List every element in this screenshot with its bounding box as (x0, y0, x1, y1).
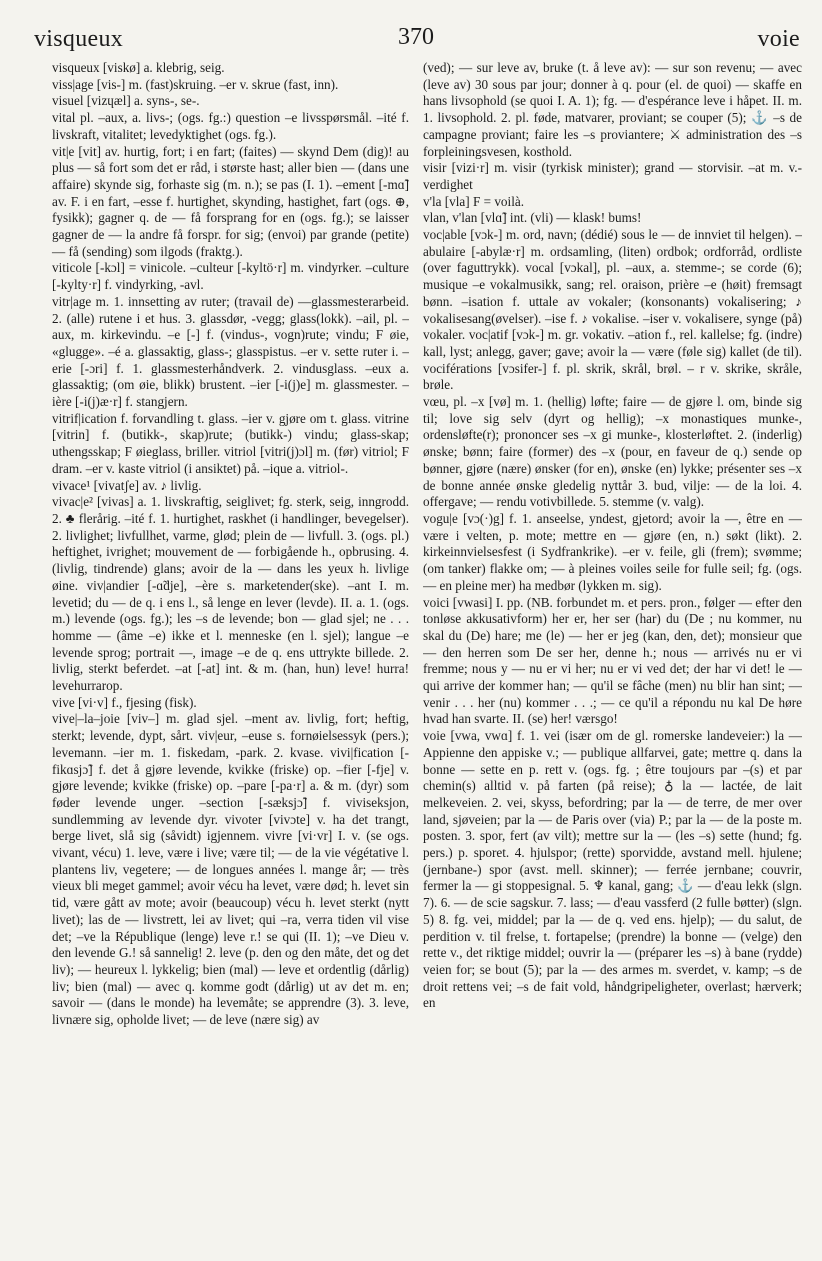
dictionary-entry: visqueux [viskø] a. klebrig, seig. (52, 60, 225, 75)
left-guide-word: visqueux (34, 26, 124, 52)
dictionary-entry: visir [vizi·r] m. visir (tyrkisk minister); grand — storvisir. –at m. v.-verdighet (423, 160, 802, 192)
dictionary-entry: vive|–la–joie [viv–] m. glad sjel. –ment av. livlig, fort; heftig, sterkt; levende, dypt, sårt. viv|eur, –euse s. fornøielsessyk (pers.); levemann. –ier m. 1. fiskedam, -park. 2. kvase. vivi|fication [-fikɑsjɔ̃] f. det å gjøre levende, kvikke (friske) op. –fier [-fje] v. gjøre levende; kvikke (friske) op. –pare [-pa·r] a. & m. (dyr) som føder levende unger. –section [-sæksjɔ̃] f. viviseksjon, sundlemming av levende dyr. vivoter [vivɔte] v. ha det trangt, berge livet, slå sig (såvidt) igjennem. vivre [vi·vr] I. v. (se ogs. vivant, vécu) 1. leve, være i live; være til; — de la vie végétative l. plantens liv, vegetere; — de longues années l. mange år; — très vieux bli meget gammel; avoir vécu ha levet, være død; h. levet sin tid, være gått av mote; avoir (beaucoup) vécu h. levet sterkt (nytt livet); las de — livstrett, lei av livet; qui –ra, verra tiden vil vise det; –ve la République (lenge) leve r.! se qui (II. 1); –ve Dieu v. den levende G.! så sannelig! 2. leve (p. den og den måte, det og det liv); — heureux l. lykkelig; bien (mal) — leve et ordentlig (dårlig) liv; bien (mal) — avec q. komme godt (dårlig) ut av det m. en; savoir — (dans le monde) ha levemåte; se apprendre (3). 3. leve, livnære sig, opholde livet; — de leve (nære sig) av (52, 711, 409, 1028)
dictionary-entry: vive [vi·v] f., fjesing (fisk). (52, 694, 197, 710)
page-number: 370 (398, 24, 434, 50)
dictionary-entry: voie [vwa, vwɑ] f. 1. vei (især om de gl. romerske landeveier:) la — Appienne den appiske v.; — publique allfarvei, gate; mettre q. dans la bonne — sette en p. rett v. (ogs. fg. ; être toujours par –(s) et par chemin(s) alltid v. på farten (på reise); ♁ la — lactée, de lait melkeveien. 2. vei, skyss, befordring; par la — de terre, de mer over land, sjøveien; par la — de Paris over (via) P.; par la — de la poste m. posten. 3. spor, fert (av vilt); mettre sur la — (les –s) sette (hund; fg. pers.) p. sporet. 4. hjulspor; (rette) sporvidde, avstand mell. hjulene; (jernbane-) spor (avst. mell. skinner); — ferrée jernbane; couvrir, fermer la — gi stoppesignal. 5. ♆ kanal, gang; ⚓ — d'eau lekk (slgn. 7). 6. — de scie sagskur. 7. lass; — d'eau vassferd (2 fulle bøtter) (slgn. 5) 8. fg. vei, middel; par la — de q. ved ens. hjelp); — du salut, de perdition v. til frelse, t. fortapelse; (prendre) la bonne — (velge) den rette v., det riktige middel; ouvrir la — (préparer les –s) à bane (rydde) veien for; se bout (5); par la — des armes m. sverdet, v. kamp; –s de droit rettens vei; –s de fait vold, håndgripeligheter, overlast; hærverk; en (423, 728, 802, 1011)
dictionary-entry: vlan, v'lan [vlɑ̃] int. (vli) — klask! bums! (423, 210, 642, 226)
page-header (30, 14, 802, 52)
dictionary-entry: vitr|age m. 1. innsetting av ruter; (travail de) —glassmesterarbeid. 2. (alle) rutene i et hus. 3. glassdør, -vegg; glass(lokk). –ail, pl. –aux, m. kirkevindu. –e [-] f. (vindus-, vogn)rute; vindu; F øie, «glugge». –é a. glassaktig, glass-; glasspistus. –er v. sette ruter i. –erie [-ɔri] f. 1. glassmesterhåndverk. 2. vindusglass. –eux a. glassaktig; (om øie, blikk) brustent. –ier [-i(j)e] m. glassmester. –ière [-i(j)æ·r] f. stangjern. (52, 293, 409, 410)
dictionary-entry: visuel [vizɥæl] a. syns-, se-. (52, 93, 200, 109)
dictionary-entry: vivac|e² [vivas] a. 1. livskraftig, seiglivet; fg. sterk, seig, inngrodd. 2. ♣ flerårig. –ité f. 1. hurtighet, raskhet (i handlinger, bevegelser). 2. livlighet; livfullhet, varme, glød; plein de — livfull. 3. (ogs. pl.) heftighet, ivrighet; mouvement de — forbigående h., opbrusing. 4. (livlig, tindrende) glans; avoir de la — dans les yeux h. livlige øine. viv|andier [-ɑ̃dje], –ère s. marketender(ske). –ant I. m. levetid; du — de q. i ens l., så lenge en lever (levde). II. a. 1. (ogs. m.) levende (ogs. fg.); les –s de levende; bon — glad sjel; ne . . . homme — (âme –e) ikke et l. menneske (en l. sjel); langue –e levende sprog; portrait —, image –e de q. ens uttrykte billede. 2. livlig, sterkt beferdet. –at [-at] int. & m. (han, hun) leve! hurra! levehurrarop. (52, 494, 409, 694)
dictionary-entry: voici [vwasi] I. pp. (NB. forbundet m. et pers. pron., følger — efter den tonløse akkusativform) her er, her ser (har) du (De ; nu kommer, nu skal du (De) hare; me (le) — her er jeg (kan, den, det); monsieur que — den herren som De ser her, denne h.; nous — arrivés nu er vi fremme; nous y — nu er vi her; nu er vi ved det; der har vi det! le — qui arrive der kommer han; — qu'il se fâche (men) nu blir han sint; — venir . . . her (nu) kommer . . .; — ce qu'il a répondu nu kal De høre hvad han svarte. II. (se) her! værsgo! (423, 594, 802, 727)
left-column (30, 60, 409, 1261)
entry-columns (30, 60, 802, 1261)
dictionary-entry: viss|age [vis-] m. (fast)skruing. –er v. skrue (fast, inn). (52, 76, 339, 92)
dictionary-entry: v'la [vla] F = voilà. (423, 193, 525, 209)
dictionary-entry: vital pl. –aux, a. livs-; (ogs. fg.:) question –e livsspørsmål. –ité f. livskraft, vitalitet; levedyktighet (ogs. fg.). (52, 110, 409, 142)
dictionary-entry: (ved); — sur leve av, bruke (t. å leve av): — sur son revenu; — avec (leve av) 30 sous par jour; donner à q. pour (el. de quoi) — skaffe en hans livsophold (se quoi I. A. 1); fg. — d'espérance leve i håpet. II. m. 1. livsophold. 2. pl. føde, matvarer, proviant; se couper (5); ⚓ –s de campagne proviant; faire les –s proviantere; ⚔ administration des –s forpleiningsvesen, kosthold. (423, 60, 802, 159)
dictionary-entry: vit|e [vit] av. hurtig, fort; i en fart; (faites) — skynd Dem (dig)! au plus — så fort som det er råd, i største hast; aller bien — (dans une affaire) skynde sig, forhaste sig (m. n.); se pas (I. 1). –ement [-mɑ̃] av. F. i en fart, –esse f. hurtighet, skynding, hastighet, fart (ogs. ⊕, fysikk); gagner q. de — få forsprang for en (ogs. fg.); se laisser gagner de — la andre få forspr. for sig; (envoi) par grande (petite) — få (sending) som ilgods (fraktg.). (52, 143, 409, 259)
dictionary-entry: voc|able [vɔk-] m. ord, navn; (dédié) sous le — de innviet til helgen). –abulaire [-abylæ·r] m. ordsamling, (liten) ordbok; ordforråd, ordliste (over faguttrykk). vocal [vɔkal], pl. –aux, a. stemme-; se corde (6); musique –e vokalmusikk, sang; rel. oraison, prière –e (høit) fremsagt bønn. –isation f. uttale av vokaler; (konsonants) vokalisering; ♪ vokalisesang(øvelser). –ise f. ♪ vokalise. –iser v. vokalisere, synge (på) vokaler. voc|atif [vɔk-] m. gr. vokativ. –ation f., rel. kallelse; fg. (indre) kall, lyst; anlegg, gaver; gave; avoir la — være (føle sig) kallet (de til). vociférations [vɔsifer-] f. pl. skrik, skrål, brøl. – r v. skrike, skråle, brøle. (423, 227, 802, 393)
dictionary-entry: vœu, pl. –x [vø] m. 1. (hellig) løfte; faire — de gjøre l. om, binde sig til; love sig selv (dyrt og hellig); –x monastiques munke-, ordensløfte(r); prononcer ses –x gi munke-, klosterløftet. 2. (inderlig) ønske; bønn; faire (former) des –x (pour, en faveur de q.) sende op bønner, gjøre (nære) ønsker (for en), ønske (en) lykke; présenter ses –x de bonne année ønske gledelig nyttår 3. bud, vilje: — de la loi. 4. offergave; — rendu votivbillede. 5. stemme (v. valg). (423, 394, 802, 510)
right-guide-word: voie (757, 26, 800, 52)
dictionary-entry: vivace¹ [vivatʃe] av. ♪ livlig. (52, 477, 202, 493)
dictionary-entry: vitrif|ication f. forvandling t. glass. –ier v. gjøre om t. glass. vitrine [vitrin] f. (butikk-, skap)rute; (butikk-) vindu; glass-skap; uthengsskap; F øieglass, briller. vitriol [vitri(j)ɔl] m. (før) vitriol; F dram. –er v. kaste vitriol (i ansiktet) på. –ique a. vitriol-. (52, 410, 409, 476)
dictionary-entry: vogu|e [vɔ(·)g] f. 1. anseelse, yndest, gjetord; avoir la —, être en — være i velten, p. mote; mettre en — gjøre (en, n.) søkt (likt). 2. kirkeinnvielsesfest (i Sydfrankrike). –er v. feile, gli (frem); svømme; (om tanker) flakke om; — à pleines voiles seile for fulle seil; fg. (ogs. — en pleine mer) ha medbør (lykken m. sig). (423, 510, 802, 593)
right-column (423, 60, 802, 1261)
dictionary-entry: viticole [-kɔl] = vinicole. –culteur [-kyltö·r] m. vindyrker. –culture [-kylty·r] f. vindyrking, -avl. (52, 260, 409, 293)
